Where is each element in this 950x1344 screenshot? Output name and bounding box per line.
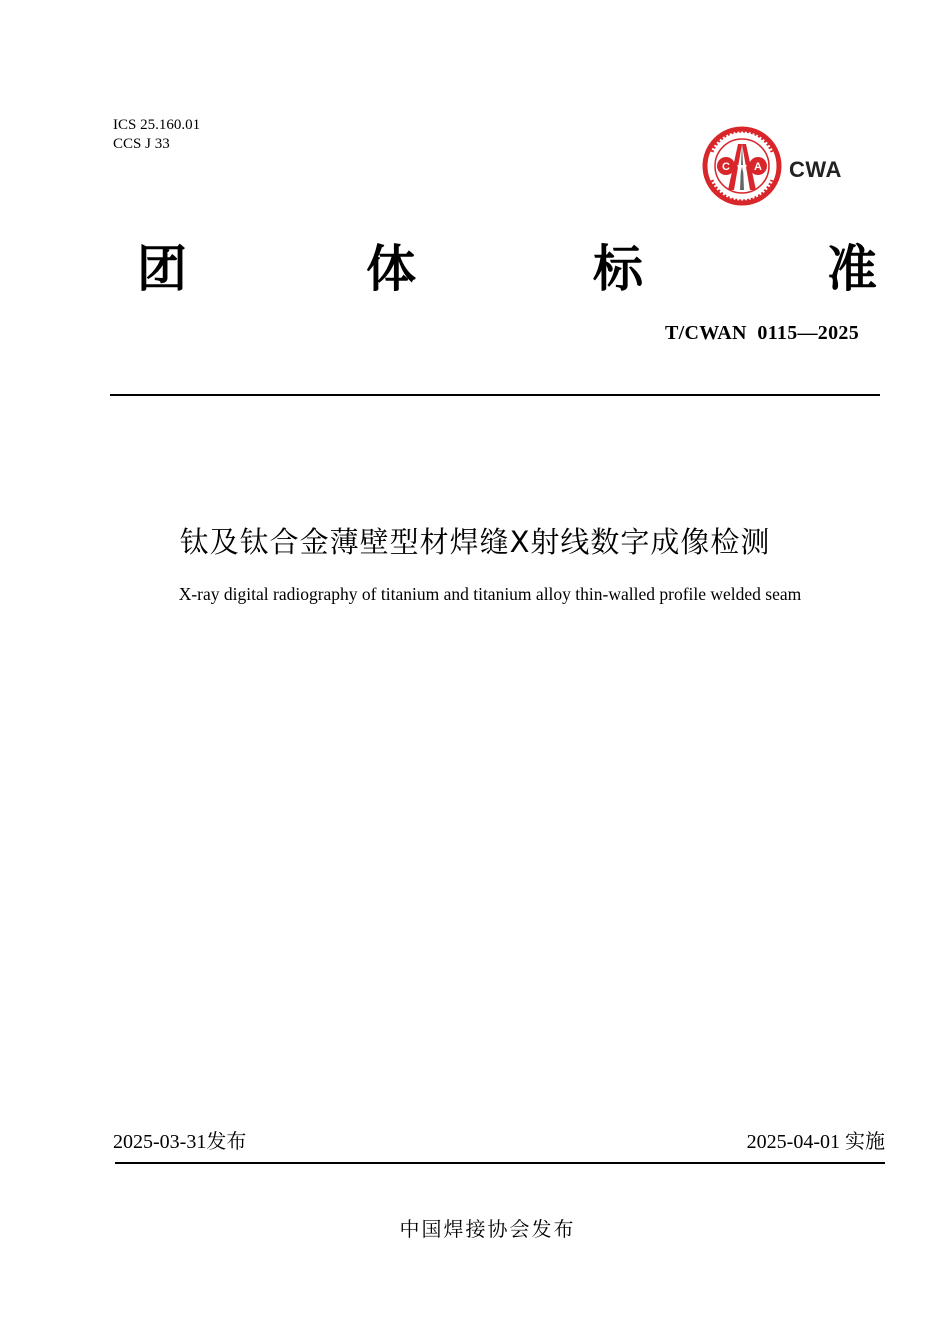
ccs-code: CCS J 33 [113,136,170,152]
heading-char: 准 [827,240,877,298]
logo-text: CWA [789,157,842,182]
publisher: 中国焊接协会发布 [399,1217,576,1241]
title-english: X-ray digital radiography of titanium and titanium alloy thin-walled profile welded seam [178,584,802,604]
top-divider [110,394,880,396]
svg-text:A: A [754,161,762,173]
heading-char: 团 [137,240,187,298]
heading-char: 体 [366,240,416,298]
standard-number: T/CWAN 0115—2025 [664,322,859,344]
publish-date: 2025-03-31发布 [113,1131,247,1153]
bottom-divider [115,1162,885,1164]
svg-text:C: C [722,161,730,173]
svg-text:W: W [737,164,747,175]
ics-code: ICS 25.160.01 [113,117,201,133]
title-chinese: 钛及钛合金薄壁型材焊缝X射线数字成像检测 [179,525,771,559]
heading-char: 标 [593,240,643,298]
effective-date: 2025-04-01 实施 [746,1131,885,1153]
document-type-heading [137,238,881,302]
